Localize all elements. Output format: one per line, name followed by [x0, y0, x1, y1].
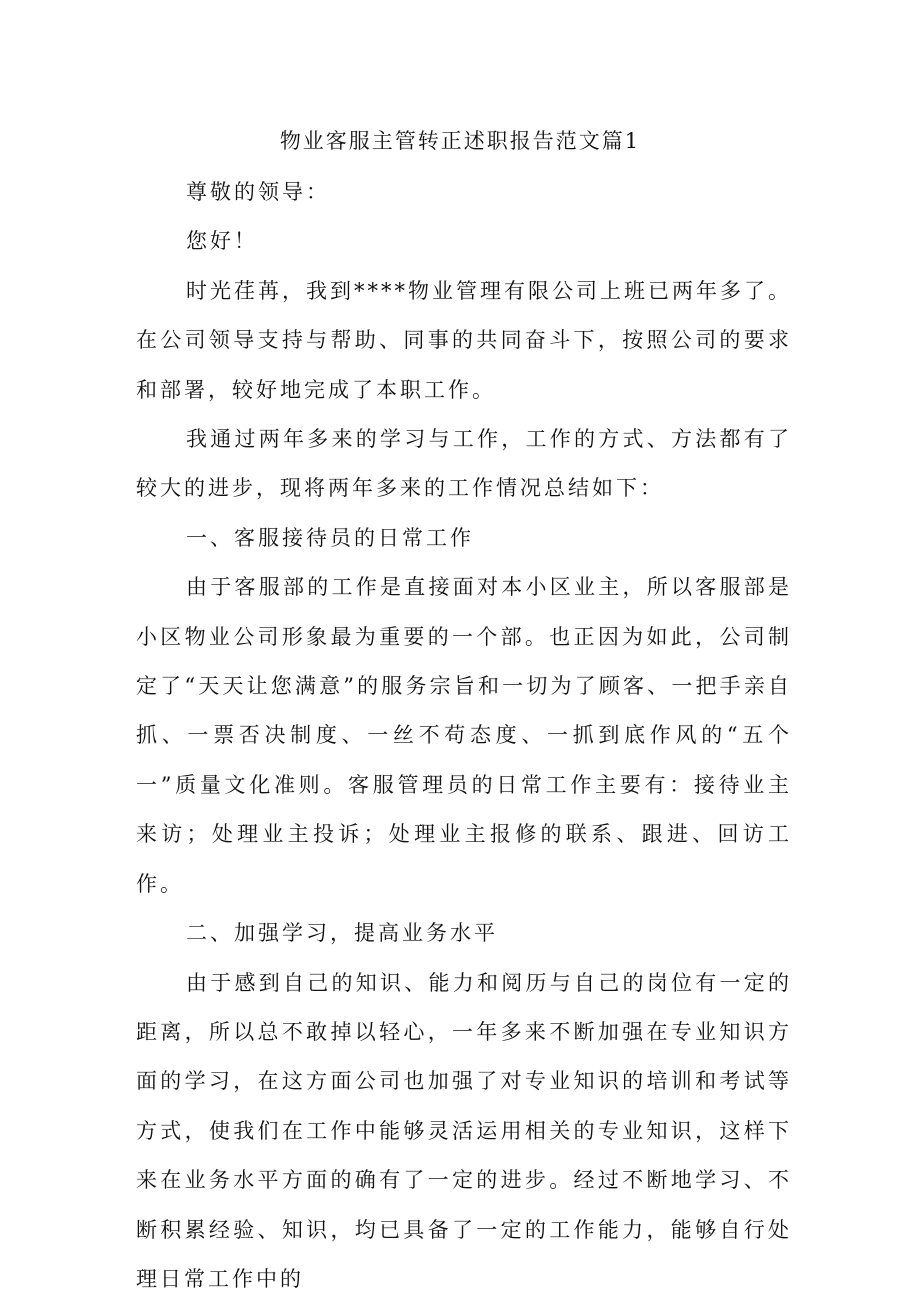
summary-paragraph: 我通过两年多来的学习与工作，工作的方式、方法都有了较大的进步，现将两年多来的工作情况总结如下： [136, 415, 792, 514]
greeting: 您好！ [136, 217, 792, 266]
document-title: 物业客服主管转正述职报告范文篇1 [0, 124, 920, 158]
section-text-2: 由于感到自己的知识、能力和阅历与自己的岗位有一定的距离，所以总不敢掉以轻心，一年多来不断加强在专业知识方面的学习，在这方面公司也加强了对专业知识的培训和考试等方式，使我们在工作中能够灵活运用相关的专业知识，这样下来在业务水平方面的确有了一定的进步。经过不断地学习、不断积累经验、知识，均已具备了一定的工作能力，能够自行处理日常工作中的 [136, 959, 792, 1304]
section-heading-2: 二、加强学习，提高业务水平 [136, 909, 792, 958]
intro-paragraph: 时光荏苒，我到****物业管理有限公司上班已两年多了。在公司领导支持与帮助、同事的共同奋斗下，按照公司的要求和部署，较好地完成了本职工作。 [136, 267, 792, 415]
salutation: 尊敬的领导： [136, 168, 792, 217]
section-text-1: 由于客服部的工作是直接面对本小区业主，所以客服部是小区物业公司形象最为重要的一个部。也正因为如此，公司制定了“天天让您满意”的服务宗旨和一切为了顾客、一把手亲自抓、一票否决制度、一丝不苟态度、一抓到底作风的“五个一”质量文化准则。客服管理员的日常工作主要有：接待业主来访；处理业主投诉；处理业主报修的联系、跟进、回访工作。 [136, 563, 792, 909]
section-heading-1: 一、客服接待员的日常工作 [136, 514, 792, 563]
document-body [136, 168, 792, 1304]
